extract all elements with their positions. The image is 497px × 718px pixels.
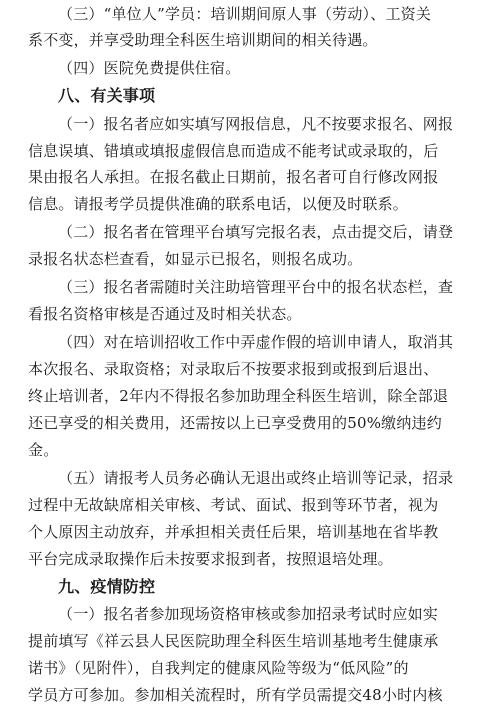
paragraph-line: （四）对在培训招收工作中弄虚作假的培训申请人，取消其 — [58, 333, 454, 351]
paragraph-line: 过程中无故缺席相关审核、考试、面试、报到等环节者，视为 — [28, 496, 439, 514]
paragraph-line: 系不变，并享受助理全科医生培训期间的相关待遇。 — [28, 31, 378, 49]
paragraph-line: 本次报名、录取资格；对录取后不按要求报到或报到后退出、 — [28, 360, 439, 378]
paragraph-line: 平台完成录取操作后未按要求报到者，按照退培处理。 — [28, 550, 393, 568]
paragraph-line: 个人原因主动放弃，并承担相关责任后果，培训基地在省毕教 — [28, 523, 439, 541]
paragraph-line: 还已享受的相关费用，还需按以上已享受费用的50%缴纳违约 — [28, 414, 442, 432]
paragraph-line: 果由报名人承担。在报名截止日期前，报名者可自行修改网报 — [28, 168, 439, 186]
paragraph-line: （五）请报考人员务必确认无退出或终止培训等记录，招录 — [58, 469, 454, 487]
paragraph-line: （二）报名者在管理平台填写完报名表，点击提交后，请登 — [58, 223, 454, 241]
paragraph-line: （四）医院免费提供住宿。 — [58, 59, 241, 77]
paragraph-line: 看报名资格审核是否通过及时相关状态。 — [28, 305, 302, 323]
paragraph-line: （三）“单位人”学员：培训期间原人事（劳动）、工资关 — [58, 5, 432, 23]
paragraph-line: 金。 — [28, 441, 59, 459]
paragraph-line: 信息误填、错填或填报虚假信息而造成不能考试或录取的，后 — [28, 142, 439, 160]
paragraph-line: 诺书》（见附件），自我判定的健康风险等级为“低风险”的 — [28, 659, 409, 677]
section-heading: 九、疫情防控 — [58, 577, 156, 596]
paragraph-line: 终止培训者，2年内不得报名参加助理全科医生培训，除全部退 — [28, 387, 449, 405]
paragraph-line: （一）报名者参加现场资格审核或参加招录考试时应如实 — [58, 605, 439, 623]
paragraph-line: 学员方可参加。参加相关流程时，所有学员需提交48小时内核 — [28, 686, 443, 704]
paragraph-line: （三）报名者需随时关注助培管理平台中的报名状态栏，查 — [58, 278, 454, 296]
section-heading: 八、有关事项 — [58, 86, 156, 105]
paragraph-line: 提前填写《祥云县人民医院助理全科医生培训基地考生健康承 — [28, 632, 439, 650]
paragraph-line: （一）报名者应如实填写网报信息，凡不按要求报名、网报 — [58, 115, 454, 133]
paragraph-line: 信息。请报考学员提供准确的联系电话，以便及时联系。 — [28, 195, 409, 213]
paragraph-line: 录报名状态栏查看，如显示已报名，则报名成功。 — [28, 250, 363, 268]
